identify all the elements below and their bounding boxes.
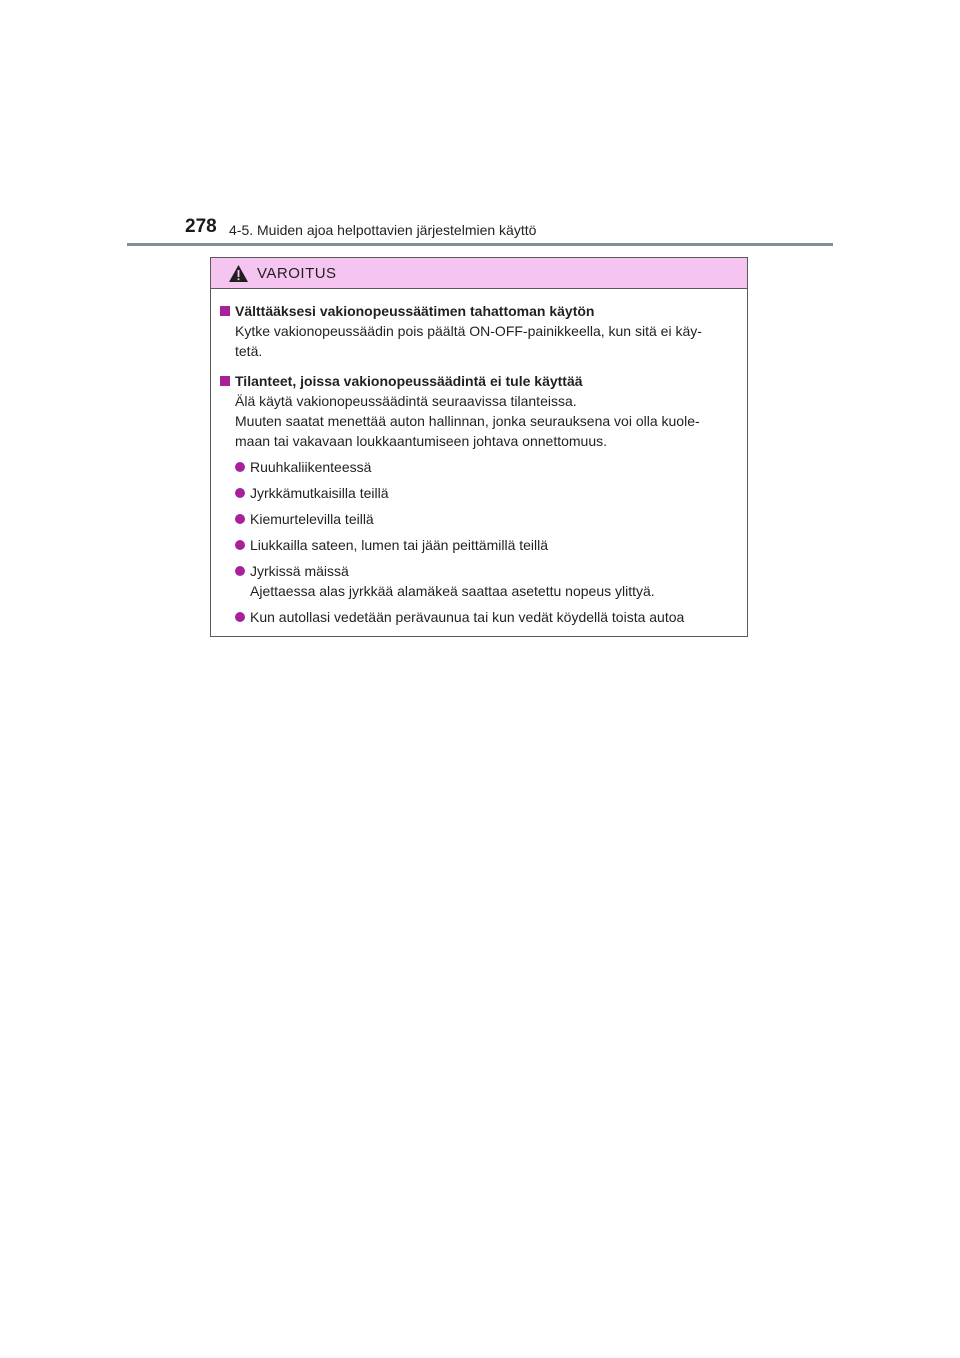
round-bullet-icon xyxy=(235,488,245,498)
warning-triangle-icon xyxy=(228,264,249,283)
list-item-text: Ajettaessa alas jyrkkää alamäkeä saattaa asetettu nopeus ylittyä. xyxy=(250,583,655,599)
page-number: 278 xyxy=(185,216,217,237)
warning-header xyxy=(211,258,747,289)
paragraph-line: Kytke vakionopeussäädin pois päältä ON-OFF-painikkeella, kun sitä ei käy- xyxy=(235,323,702,339)
round-bullet-icon xyxy=(235,514,245,524)
list-item-text: Jyrkissä mäissä xyxy=(250,563,349,579)
section-heading-text: Välttääksesi vakionopeussäätimen tahattoman käytön xyxy=(235,303,595,319)
warning-title: VAROITUS xyxy=(257,264,337,282)
warning-section-2 xyxy=(220,371,741,627)
list-item xyxy=(220,607,741,627)
round-bullet-icon xyxy=(235,566,245,576)
header-rule xyxy=(127,243,833,246)
list-item-text: Jyrkkämutkaisilla teillä xyxy=(250,485,389,501)
paragraph-line: tetä. xyxy=(235,343,263,359)
list-item xyxy=(220,457,741,477)
list-item-text: Kun autollasi vedetään perävaunua tai kun vedät köydellä toista autoa xyxy=(250,609,685,625)
list-item xyxy=(220,535,741,555)
square-bullet-icon xyxy=(220,306,230,316)
list-item xyxy=(220,561,741,601)
section-title: 4-5. Muiden ajoa helpottavien järjestelmien käyttö xyxy=(229,222,537,238)
list-item-text: Ruuhkaliikenteessä xyxy=(250,459,372,475)
round-bullet-icon xyxy=(235,612,245,622)
list-item-text: Liukkailla sateen, lumen tai jään peittämillä teillä xyxy=(250,537,549,553)
paragraph-line: Älä käytä vakionopeussäädintä seuraavissa tilanteissa. xyxy=(235,393,577,409)
paragraph-line: Muuten saatat menettää auton hallinnan, jonka seurauksena voi olla kuole- xyxy=(235,413,700,429)
section-heading xyxy=(220,301,741,321)
section-heading-text: Tilanteet, joissa vakionopeussäädintä ei tule käyttää xyxy=(235,373,583,389)
warning-box xyxy=(210,257,748,637)
list-item xyxy=(220,483,741,503)
round-bullet-icon xyxy=(235,540,245,550)
list-item-text: Kiemurtelevilla teillä xyxy=(250,511,374,527)
list-item xyxy=(220,509,741,529)
square-bullet-icon xyxy=(220,376,230,386)
warning-body xyxy=(211,289,747,627)
paragraph-line: maan tai vakavaan loukkaantumiseen johtava onnettomuus. xyxy=(235,433,608,449)
section-heading xyxy=(220,371,741,391)
warning-section-1 xyxy=(220,301,741,361)
round-bullet-icon xyxy=(235,462,245,472)
